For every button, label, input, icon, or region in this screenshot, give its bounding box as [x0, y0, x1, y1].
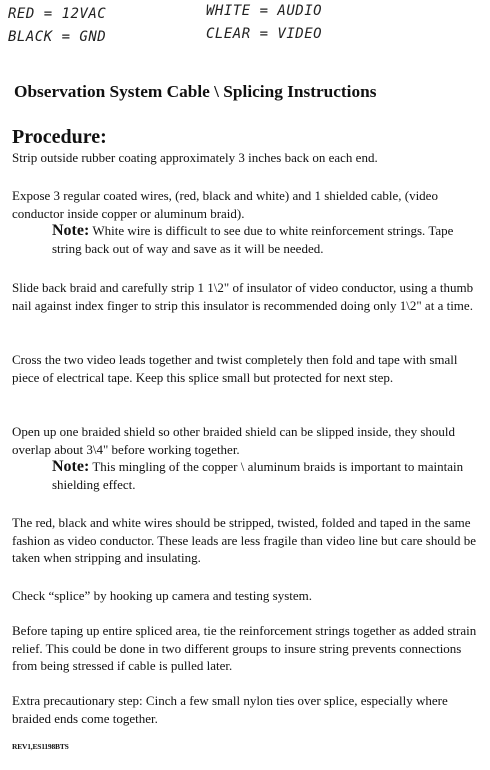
revision-code: REV1,ES1198BTS — [12, 742, 69, 751]
step-strip-coating: Strip outside rubber coating approximately 3 inches back on each end. — [12, 150, 378, 165]
step-tie-strings: Before taping up entire spliced area, tie the reinforcement strings together as added strain relief. This could be done in two different groups to insure string prevents connections from being stressed if cable is pulled later. — [12, 623, 477, 673]
procedure-heading: Procedure: — [12, 126, 107, 148]
step-check-splice: Check “splice” by hooking up camera and testing system. — [12, 588, 313, 603]
note-text: This mingling of the copper \ aluminum braids is important to maintain shielding effect. — [52, 459, 464, 492]
note-braid-mingling — [52, 458, 482, 493]
annotation-red: RED = 12VAC — [8, 6, 107, 22]
page-title: Observation System Cable \ Splicing Instructions — [14, 82, 377, 101]
step-strip-insulator: Slide back braid and carefully strip 1 1\2" of insulator of video conductor, using a thumb nail against index finger to strip this insulator is recommended doing only 1\2" at a time. — [12, 280, 474, 313]
step-nylon-ties: Extra precautionary step: Cinch a few small nylon ties over splice, especially where braided ends come together. — [12, 693, 448, 726]
note-label: Note: — [52, 458, 90, 475]
step-open-braided-shield: Open up one braided shield so other braided shield can be slipped inside, they should overlap about 3\4" before working together. — [12, 424, 455, 457]
note-white-wire — [52, 222, 482, 257]
annotation-white: WHITE = AUDIO — [206, 3, 323, 19]
step-strip-other-wires: The red, black and white wires should be stripped, twisted, folded and taped in the same fashion as video conductor. These leads are less fragile than video line but care should be taken when stripping and insulating. — [12, 515, 477, 565]
note-text: White wire is difficult to see due to white reinforcement strings. Tape string back out of way and save as it will be needed. — [52, 223, 454, 256]
annotation-black: BLACK = GND — [8, 29, 107, 45]
step-cross-video-leads: Cross the two video leads together and twist completely then fold and tape with small piece of electrical tape. Keep this splice small but protected for next step. — [12, 352, 458, 385]
step-expose-wires: Expose 3 regular coated wires, (red, black and white) and 1 shielded cable, (video conductor inside copper or aluminum braid). — [12, 188, 438, 221]
annotation-clear: CLEAR = VIDEO — [206, 26, 323, 42]
note-label: Note: — [52, 222, 90, 239]
